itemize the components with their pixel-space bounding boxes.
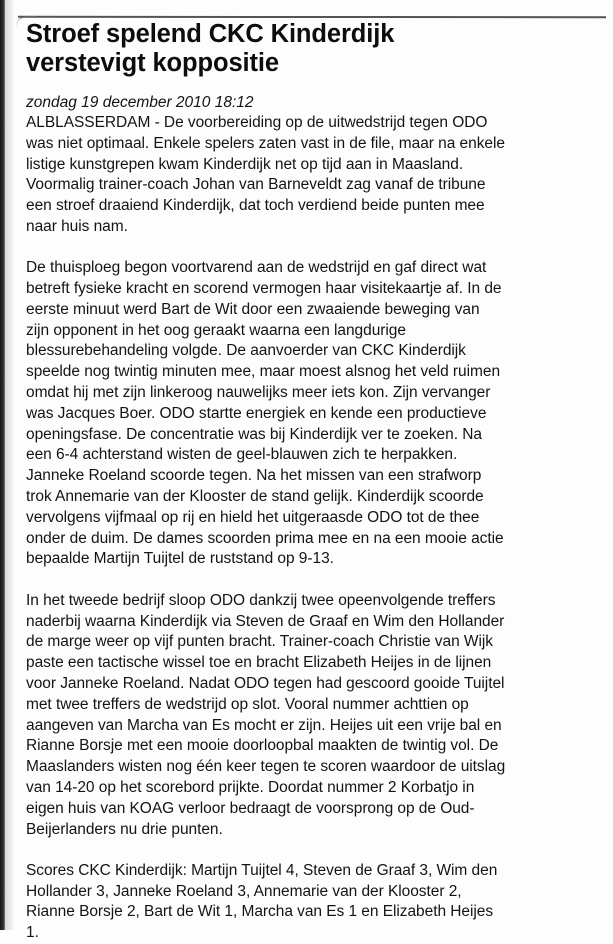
top-rule-divider (18, 16, 606, 19)
paragraph-intro: ALBLASSERDAM - De voorbereiding op de uitwedstrijd tegen ODO was niet optimaal. Enkele spelers zaten vast in de file, maar na enkele listige kunstgrepen kwam Kinderdijk net op tijd aan in Maasland. Voormalig trainer-coach Johan van Barneveldt zag vanaf de tribune een stroef draaiend Kinderdijk, dat toch verdiend beide punten mee naar huis nam. (26, 114, 505, 235)
headline-line-2: verstevigt koppositie (26, 49, 279, 77)
paragraph-gap (26, 238, 606, 259)
paragraph-gap (26, 840, 606, 861)
paragraph-scores: Scores CKC Kinderdijk: Martijn Tuijtel 4, Steven de Graaf 3, Wim den Hollander 3, Janneke Roeland 3, Annemarie van der Klooster 2, Rianne Borsje 2, Bart de Wit 1, Marcha van Es 1 en Elizabeth Heijes 1. (26, 861, 498, 942)
paragraph-first-half: De thuisploeg begon voortvarend aan de wedstrijd en gaf direct wat betreft fysieke kracht en scorend vermogen haar visitekaartje af. In de eerste minuut werd Bart de Wit door een zwaaiende beweging van zijn opponent in het oog geraakt waarna een langdurige blessurebehandeling volgde. De aanvoerder van CKC Kinderdijk speelde nog twintig minuten mee, maar moest alsnog het veld ruimen omdat hij met zijn linkeroog nauwelijks meer iets kon. Zijn vervanger was Jacques Boer. ODO startte energiek en kende een productieve openingsfase. De concentratie was bij Kinderdijk ver te zoeken. Na een 6-4 achterstand wisten de geel-blauwen zich te herpakken. Janneke Roeland scoorde tegen. Na het missen van een strafworp trok Annemarie van der Klooster de stand gelijk. Kinderdijk scoorde vervolgens vijfmaal op rij en hield het uitgeraasde ODO tot de thee onder de duim. De dames scoorden prima mee en na een mooie actie bepaalde Martijn Tuijtel de ruststand op 9-13. (26, 259, 504, 568)
headline-line-1: Stroef spelend CKC Kinderdijk (26, 20, 395, 48)
paragraph-gap (26, 570, 606, 591)
news-article (26, 20, 606, 944)
paragraph-second-half: In het tweede bedrijf sloop ODO dankzij twee opeenvolgende treffers naderbij waarna Kinderdijk via Steven de Graaf en Wim den Hollander de marge weer op vijf punten bracht. Trainer-coach Christie van Wijk paste een tactische wissel toe en bracht Elizabeth Heijes in de lijnen voor Janneke Roeland. Nadat ODO tegen had gescoord gooide Tuijtel met twee treffers de wedstrijd op slot. Vooral nummer achttien op aangeven van Marcha van Es mocht er zijn. Heijes uit een vrije bal en Rianne Borsje met een mooie doorloopbal maakten de twintig vol. De Maaslanders wisten nog één keer tegen te scoren waardoor de uitslag van 14-20 op het scorebord prijkte. Doordat nummer 2 Korbatjo in eigen huis van KOAG verloor bedraagt de voorsprong op de Oud- Beijerlanders nu drie punten. (26, 591, 506, 838)
article-headline (26, 20, 606, 78)
article-dateline: zondag 19 december 2010 18:12 (26, 94, 254, 111)
scan-shadow (5, 0, 15, 930)
